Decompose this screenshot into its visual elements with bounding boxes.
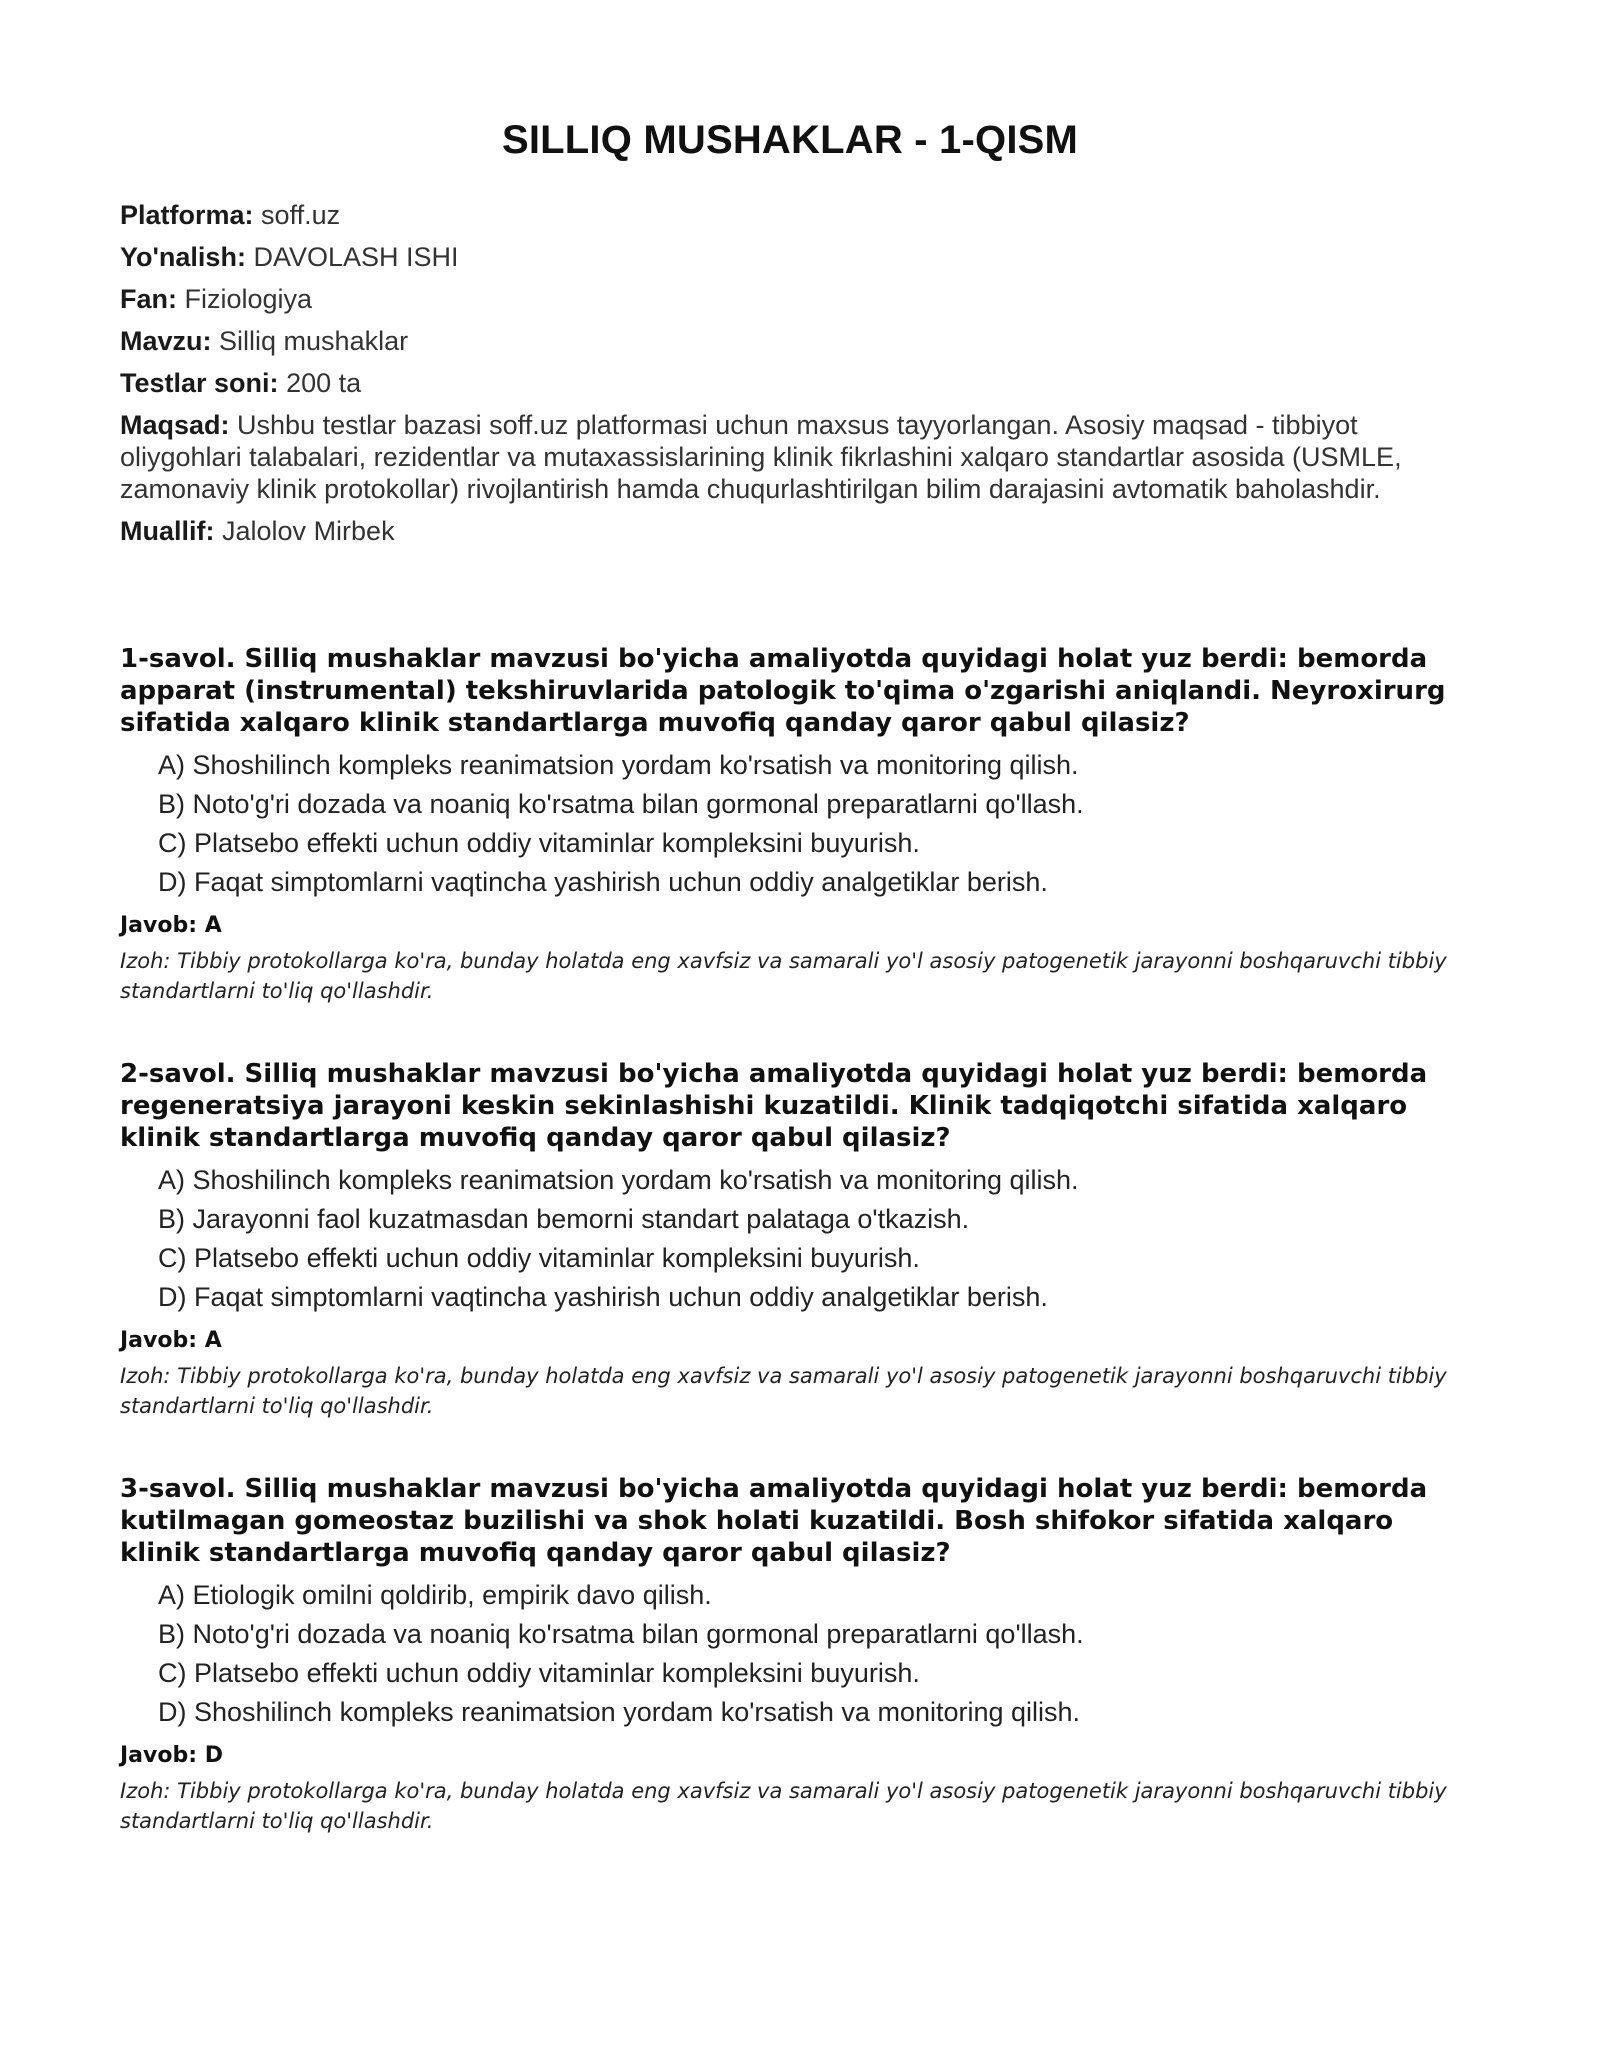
question-text: 1-savol. Silliq mushaklar mavzusi bo'yicha amaliyotda quyidagi holat yuz berdi: bemorda apparat (instrumental) tekshiruvlarida patologik to'qima o'zgarishi aniqlandi. Neyroxirurg sifatida xalqaro klinik standartlarga muvofiq qanday qaror qabul qilasiz? <box>120 644 1446 738</box>
meta-value: DAVOLASH ISHI <box>253 242 459 272</box>
meta-label: Mavzu: <box>120 326 212 356</box>
meta-label: Fan: <box>120 284 177 314</box>
option-d: D) Faqat simptomlarni vaqtincha yashirish uchun oddiy analgetiklar berish. <box>158 1282 1048 1312</box>
question-text: 2-savol. Silliq mushaklar mavzusi bo'yicha amaliyotda quyidagi holat yuz berdi: bemorda regeneratsiya jarayoni keskin sekinlashishi kuzatildi. Klinik tadqiqotchi sifatida xalqaro klinik standartlarga muvofiq qanday qaror qabul qilasiz? <box>120 1059 1428 1153</box>
option-b: B) Noto'g'ri dozada va noaniq ko'rsatma bilan gormonal preparatlarni qo'llash. <box>158 789 1084 819</box>
option-a: A) Shoshilinch kompleks reanimatsion yordam ko'rsatish va monitoring qilish. <box>158 750 1079 780</box>
meta-yonalish <box>120 241 1460 273</box>
document-page <box>120 118 1460 1888</box>
explanation-note: Izoh: Tibbiy protokollarga ko'ra, bunday holatda eng xavfsiz va samarali yo'l asosiy patogenetik jarayonni boshqaruvchi tibbiy standartlarni to'liq qo'llashdir. <box>120 1364 1447 1418</box>
option-b: B) Jarayonni faol kuzatmasdan bemorni standart palataga o'tkazish. <box>158 1204 970 1234</box>
question-text: 3-savol. Silliq mushaklar mavzusi bo'yicha amaliyotda quyidagi holat yuz berdi: bemorda kutilmagan gomeostaz buzilishi va shok holati kuzatildi. Bosh shifokor sifatida xalqaro klinik standartlarga muvofiq qanday qaror qabul qilasiz? <box>120 1474 1428 1568</box>
metadata-block <box>120 199 1460 547</box>
meta-label: Testlar soni: <box>120 368 279 398</box>
question-1 <box>120 643 1460 1006</box>
correct-answer: Javob: D <box>120 1743 223 1768</box>
meta-platforma <box>120 199 1460 231</box>
meta-muallif <box>120 515 1460 547</box>
option-c: C) Platsebo effekti uchun oddiy vitaminlar kompleksini buyurish. <box>158 828 920 858</box>
correct-answer: Javob: A <box>120 1328 222 1353</box>
meta-value: Ushbu testlar bazasi soff.uz platformasi uchun maxsus tayyorlangan. Asosiy maqsad - tibbiyot oliygohlari talabalari, rezidentlar va mutaxassislarining klinik fikrlashini xalqaro standartlar asosida (USMLE, zamonaviy klinik protokollar) rivojlantirish hamda chuqurlashtirilgan bilim darajasini avtomatik baholashdir. <box>120 410 1402 504</box>
option-d: D) Shoshilinch kompleks reanimatsion yordam ko'rsatish va monitoring qilish. <box>158 1697 1081 1727</box>
option-a: A) Shoshilinch kompleks reanimatsion yordam ko'rsatish va monitoring qilish. <box>158 1165 1079 1195</box>
document-title: SILLIQ MUSHAKLAR - 1-QISM <box>501 118 1079 162</box>
answer-options <box>120 1579 1460 1728</box>
meta-maqsad <box>120 409 1460 505</box>
meta-fan <box>120 283 1460 315</box>
meta-label: Platforma: <box>120 200 254 230</box>
answer-options <box>120 749 1460 898</box>
explanation-note: Izoh: Tibbiy protokollarga ko'ra, bunday holatda eng xavfsiz va samarali yo'l asosiy patogenetik jarayonni boshqaruvchi tibbiy standartlarni to'liq qo'llashdir. <box>120 949 1447 1003</box>
meta-value: 200 ta <box>286 368 362 398</box>
option-b: B) Noto'g'ri dozada va noaniq ko'rsatma bilan gormonal preparatlarni qo'llash. <box>158 1619 1084 1649</box>
question-2 <box>120 1058 1460 1421</box>
correct-answer: Javob: A <box>120 913 222 938</box>
meta-value: soff.uz <box>261 200 341 230</box>
explanation-note: Izoh: Tibbiy protokollarga ko'ra, bunday holatda eng xavfsiz va samarali yo'l asosiy patogenetik jarayonni boshqaruvchi tibbiy standartlarni to'liq qo'llashdir. <box>120 1779 1447 1833</box>
meta-mavzu <box>120 325 1460 357</box>
option-a: A) Etiologik omilni qoldirib, empirik davo qilish. <box>158 1580 712 1610</box>
meta-label: Maqsad: <box>120 410 230 440</box>
questions-list <box>120 643 1460 1836</box>
meta-value: Silliq mushaklar <box>219 326 409 356</box>
meta-value: Fiziologiya <box>184 284 313 314</box>
meta-label: Muallif: <box>120 516 215 546</box>
option-d: D) Faqat simptomlarni vaqtincha yashirish uchun oddiy analgetiklar berish. <box>158 867 1048 897</box>
meta-value: Jalolov Mirbek <box>222 516 395 546</box>
option-c: C) Platsebo effekti uchun oddiy vitaminlar kompleksini buyurish. <box>158 1658 920 1688</box>
answer-options <box>120 1164 1460 1313</box>
meta-testlar-soni <box>120 367 1460 399</box>
question-3 <box>120 1473 1460 1836</box>
meta-label: Yo'nalish: <box>120 242 246 272</box>
option-c: C) Platsebo effekti uchun oddiy vitaminlar kompleksini buyurish. <box>158 1243 920 1273</box>
